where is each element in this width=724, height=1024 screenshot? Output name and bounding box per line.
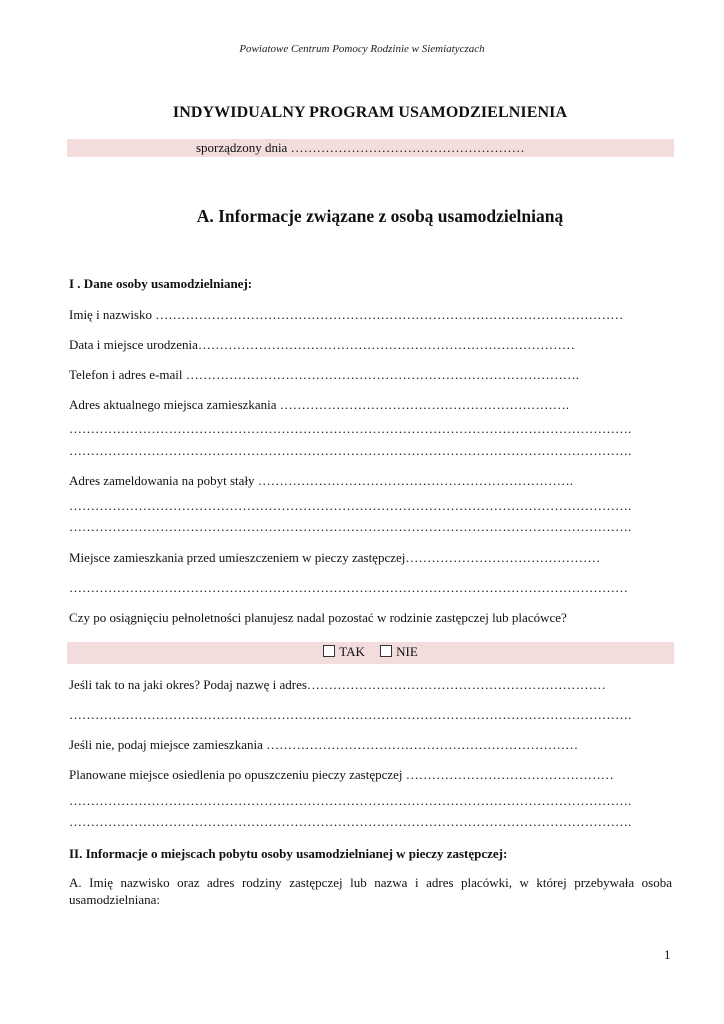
stay-question: Czy po osiągnięciu pełnoletności planujesz nadal pozostać w rodzinie zastępczej lub placówce? <box>69 610 567 625</box>
planned-settlement-line-3[interactable]: …………………………………………………………………………………………………………………. <box>69 814 632 829</box>
date-line[interactable]: sporządzony dnia ……………………………………………… <box>196 140 525 155</box>
current-address-line-2[interactable]: …………………………………………………………………………………………………………………. <box>69 421 632 436</box>
checkbox-yes[interactable] <box>323 645 335 657</box>
option-yes[interactable] <box>323 644 365 660</box>
birth-field[interactable]: Data i miejsce urodzenia…………………………………………………………………………… <box>69 337 575 352</box>
option-yes-label: TAK <box>339 644 365 659</box>
name-field[interactable]: Imię i nazwisko ……………………………………………………………………………………………… <box>69 307 624 322</box>
section-a-heading: A. Informacje związane z osobą usamodzielnianą <box>196 206 564 226</box>
if-no-field[interactable]: Jeśli nie, podaj miejsce zamieszkania ……………………………………………………………… <box>69 737 579 752</box>
section-2-heading: II. Informacje o miejscach pobytu osoby usamodzielnianej w pieczy zastępczej: <box>69 846 508 861</box>
option-no-label: NIE <box>396 644 418 659</box>
current-address-field[interactable]: Adres aktualnego miejsca zamieszkania …………………………………………………………. <box>69 397 570 412</box>
section-2-paragraph-a-end: usamodzielniana: <box>69 892 160 907</box>
if-yes-line-2[interactable]: …………………………………………………………………………………………………………………. <box>69 707 632 722</box>
checkbox-no[interactable] <box>380 645 392 657</box>
prior-residence-field[interactable]: Miejsce zamieszkania przed umieszczeniem w pieczy zastępczej……………………………………… <box>69 550 601 565</box>
document-title: INDYWIDUALNY PROGRAM USAMODZIELNIENIA <box>172 104 568 121</box>
section-1-heading: I . Dane osoby usamodzielnianej: <box>69 276 253 291</box>
registered-address-field[interactable]: Adres zameldowania na pobyt stały ………………………………………………………………. <box>69 473 574 488</box>
prior-residence-line-2[interactable]: ………………………………………………………………………………………………………………… <box>69 580 628 595</box>
option-no[interactable] <box>380 644 418 660</box>
answer-band <box>67 642 674 664</box>
if-yes-field[interactable]: Jeśli tak to na jaki okres? Podaj nazwę i adres…………………………………………………………… <box>69 677 606 692</box>
contact-field[interactable]: Telefon i adres e-mail ………………………………………………………………………………. <box>69 367 580 382</box>
planned-settlement-field[interactable]: Planowane miejsce osiedlenia po opuszczeniu pieczy zastępczej ………………………………………… <box>69 767 614 782</box>
current-address-line-3[interactable]: …………………………………………………………………………………………………………………. <box>69 443 632 458</box>
registered-address-line-2[interactable]: …………………………………………………………………………………………………………………. <box>69 498 632 513</box>
section-2-paragraph-a: A. Imię nazwisko oraz adres rodziny zastępczej lub nazwa i adres placówki, w której przebywała osoba <box>69 875 672 890</box>
page-header: Powiatowe Centrum Pomocy Rodzinie w Siemiatyczach <box>239 43 485 55</box>
date-band <box>67 139 674 157</box>
registered-address-line-3[interactable]: …………………………………………………………………………………………………………………. <box>69 519 632 534</box>
planned-settlement-line-2[interactable]: …………………………………………………………………………………………………………………. <box>69 793 632 808</box>
page-number: 1 <box>664 947 671 962</box>
